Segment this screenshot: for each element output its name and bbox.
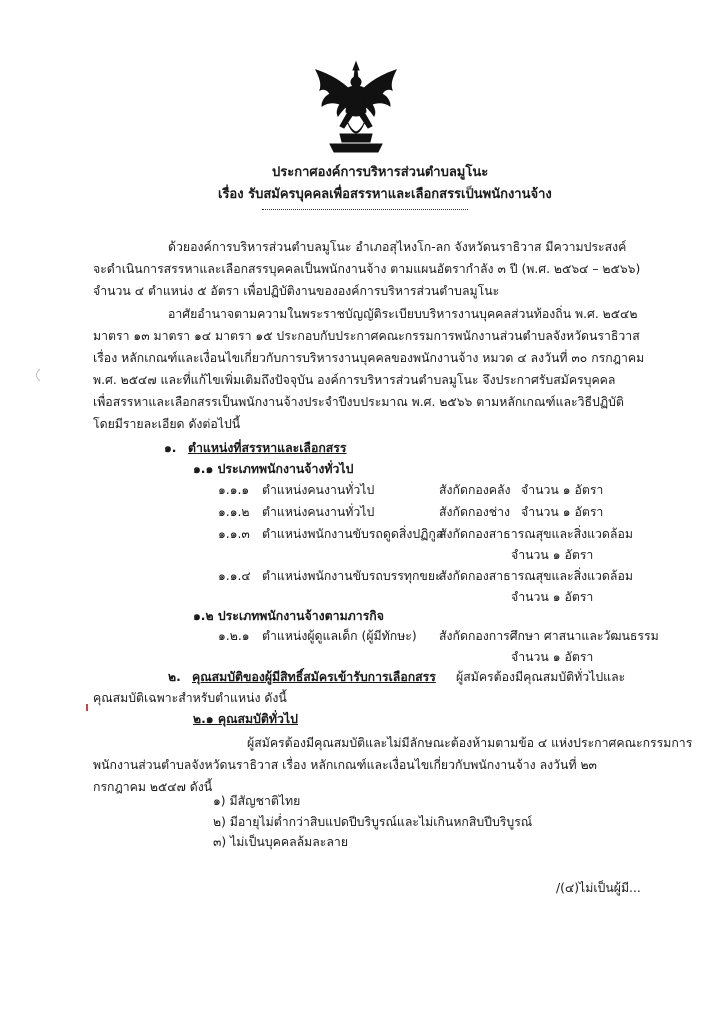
- position-name: ตำแหน่งผู้ดูแลเด็ก (ผู้มีทักษะ): [262, 629, 417, 643]
- position-name: ตำแหน่งคนงานทั่วไป: [262, 505, 375, 519]
- intro-p2-line1: อาศัยอำนาจตามความในพระราชบัญญัติระเบียบบริหารงานบุคคลส่วนท้องถิ่น พ.ศ. ๒๕๔๒: [168, 307, 638, 321]
- intro-p2-line3: เรื่อง หลักเกณฑ์และเงื่อนไขเกี่ยวกับการบริหารงานบุคคลของพนักงานจ้าง หมวด ๔ ลงวันที่ ๓๐ กรกฎาคม: [93, 351, 645, 365]
- position-dept: สังกัดกองสาธารณสุขและสิ่งแวดล้อม: [439, 569, 633, 583]
- qualification-item: ๑) มีสัญชาติไทย: [213, 794, 301, 808]
- position-count: จำนวน ๑ อัตรา: [511, 650, 594, 664]
- qualification-item: ๒) มีอายุไม่ต่ำกว่าสิบแปดปีบริบูรณ์และไม่เกินหกสิบปีบริบูรณ์: [213, 815, 533, 829]
- position-name: ตำแหน่งคนงานทั่วไป: [262, 483, 375, 497]
- section1-number: ๑.: [164, 441, 177, 455]
- scan-mark-dot: [85, 704, 89, 712]
- position-name: ตำแหน่งพนักงานขับรถบรรทุกขยะ: [262, 569, 442, 583]
- section2-para-line3: กรกฎาคม ๒๕๔๗ ดังนี้: [93, 780, 213, 794]
- position-code: ๑.๑.๑: [218, 483, 250, 497]
- position-code: ๑.๒.๑: [218, 629, 250, 643]
- position-count: จำนวน ๑ อัตรา: [521, 505, 604, 519]
- position-dept: สังกัดกองสาธารณสุขและสิ่งแวดล้อม: [439, 527, 633, 541]
- intro-p1-line3: จำนวน ๔ ตำแหน่ง ๕ อัตรา เพื่อปฏิบัติงานขององค์การบริหารส่วนตำบลมูโนะ: [93, 284, 500, 298]
- position-dept: สังกัดกองการศึกษา ศาสนาและวัฒนธรรม: [439, 629, 659, 643]
- position-count: จำนวน ๑ อัตรา: [511, 590, 594, 604]
- intro-p2-line2: มาตรา ๑๓ มาตรา ๑๔ มาตรา ๑๕ ประกอบกับประกาศคณะกรรมการพนักงานส่วนตำบลจังหวัดนราธิวาส: [93, 329, 640, 343]
- section1-sub2: ๑.๒ ประเภทพนักงานจ้างตามภารกิจ: [193, 609, 384, 623]
- section2-heading: คุณสมบัติของผู้มีสิทธิ์สมัครเข้ารับการเลือกสรร: [192, 670, 436, 684]
- garuda-emblem-icon: [310, 60, 402, 156]
- position-name: ตำแหน่งพนักงานขับรถดูดสิ่งปฏิกูล: [262, 527, 444, 541]
- position-count: จำนวน ๑ อัตรา: [511, 548, 594, 562]
- position-code: ๑.๑.๒: [218, 505, 250, 519]
- announcement-title: ประกาศองค์การบริหารส่วนตำบลมูโนะ: [272, 165, 489, 180]
- position-dept: สังกัดกองคลัง: [439, 483, 511, 497]
- section1-sub1: ๑.๑ ประเภทพนักงานจ้างทั่วไป: [193, 462, 354, 476]
- section2-sub1: ๒.๑ คุณสมบัติทั่วไป: [193, 712, 298, 726]
- section2-line2: คุณสมบัติเฉพาะสำหรับตำแหน่ง ดังนี้: [93, 691, 287, 705]
- position-dept: สังกัดกองช่าง: [439, 505, 511, 519]
- section2-tail: ผู้สมัครต้องมีคุณสมบัติทั่วไปและ: [456, 670, 626, 684]
- scan-mark-arc: [32, 368, 42, 382]
- section1-heading: ตำแหน่งที่สรรหาและเลือกสรร: [188, 441, 347, 455]
- intro-p2-line4: พ.ศ. ๒๕๔๗ และที่แก้ไขเพิ่มเติมถึงปัจจุบัน องค์การบริหารส่วนตำบลมูโนะ จึงประกาศรับสมัครบุคคล: [93, 373, 616, 387]
- section2-para-line2: พนักงานส่วนตำบลจังหวัดนราธิวาส เรื่อง หลักเกณฑ์และเงื่อนไขเกี่ยวกับพนักงานจ้าง ลงวันที่ ๒๓: [93, 758, 597, 772]
- intro-p1-line2: จะดำเนินการสรรหาและเลือกสรรบุคคลเป็นพนักงานจ้าง ตามแผนอัตรากำลัง ๓ ปี (พ.ศ. ๒๕๖๔ – ๒๕๖๖): [93, 262, 641, 276]
- continued-note: /(๔)ไม่เป็นผู้มี...: [556, 881, 641, 895]
- qualification-item: ๓) ไม่เป็นบุคคลล้มละลาย: [213, 835, 349, 849]
- section2-para-line1: ผู้สมัครต้องมีคุณสมบัติและไม่มีลักษณะต้องห้ามตามข้อ ๔ แห่งประกาศคณะกรรมการ: [247, 736, 693, 750]
- position-count: จำนวน ๑ อัตรา: [521, 483, 604, 497]
- position-code: ๑.๑.๓: [218, 527, 250, 541]
- intro-p2-line6: โดยมีรายละเอียด ดังต่อไปนี้: [93, 417, 241, 431]
- announcement-subject: เรื่อง รับสมัครบุคคลเพื่อสรรหาและเลือกสรรเป็นพนักงานจ้าง: [218, 187, 552, 202]
- section2-number: ๒.: [168, 670, 181, 684]
- position-code: ๑.๑.๔: [218, 569, 251, 583]
- intro-p2-line5: เพื่อสรรหาและเลือกสรรเป็นพนักงานจ้างประจำปีงบประมาณ พ.ศ. ๒๕๖๖ ตามหลักเกณฑ์และวิธีปฏิบัติ: [93, 395, 624, 409]
- intro-p1-line1: ด้วยองค์การบริหารส่วนตำบลมูโนะ อำเภอสุไหงโก-ลก จังหวัดนราธิวาส มีความประสงค์: [168, 240, 627, 254]
- divider-dotted: [262, 209, 468, 210]
